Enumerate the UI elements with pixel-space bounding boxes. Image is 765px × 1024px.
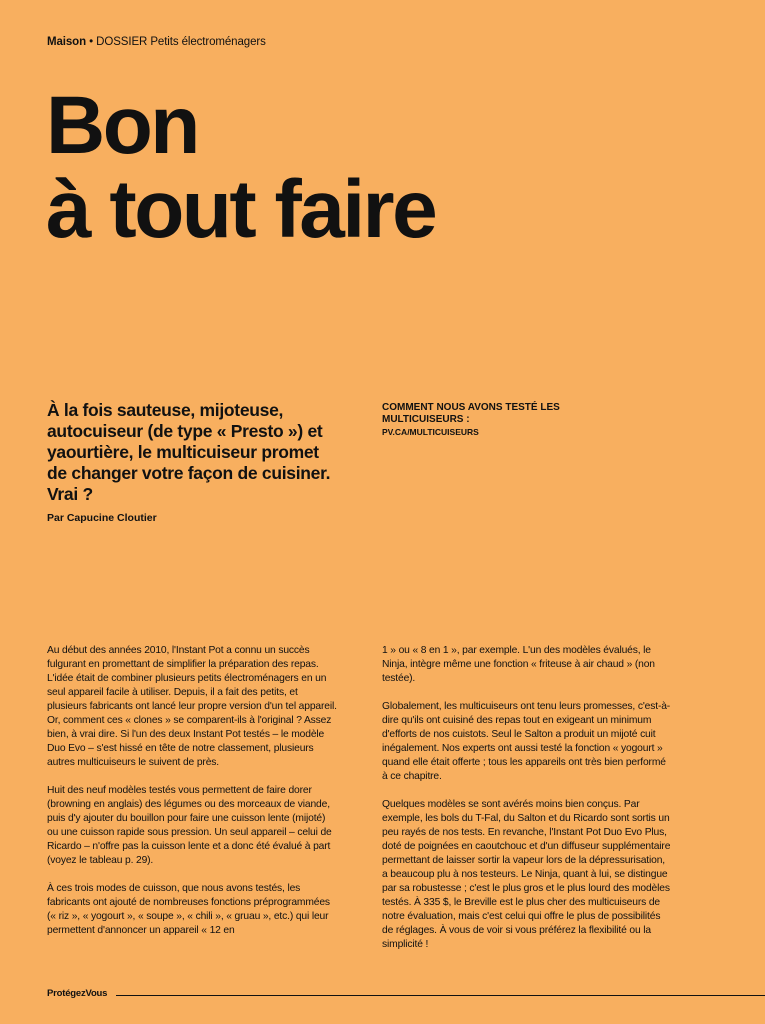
body-paragraph: À ces trois modes de cuisson, que nous avons testés, les fabricants ont ajouté de nombreuses fonctions préprogrammées (« riz », « yogourt », « soupe », « chili », « gruau », etc.) qui leur permettent d'annoncer un appareil « 12 en [47,883,330,936]
test-method-box [382,402,582,439]
body-paragraph: Au début des années 2010, l'Instant Pot a connu un succès fulgurant en promettant de simplifier la préparation des repas. L'idée était de combiner plusieurs petits électroménagers en un seul appareil facile à utiliser. Depuis, il a fait des petits, et plusieurs fabricants ont lancé leur propre version d'un tel appareil. Or, comment ces « clones » se comparent-ils à l'original ? Assez bien, à vrai dire. Si l'un des deux Instant Pot testés – le modèle Duo Evo – s'est hissé en tête de notre classement, plusieurs autres multicuiseurs le suivent de près. [47,645,337,768]
section-label: Maison [47,36,87,48]
running-header [47,36,266,48]
test-method-heading: COMMENT NOUS AVONS TESTÉ LES MULTICUISEURS : [382,402,560,425]
article-deck: À la fois sauteuse, mijoteuse, autocuiseur (de type « Presto ») et yaourtière, le multicuiseur promet de changer votre façon de cuisiner. Vrai ? [47,400,331,504]
header-bullet: • [89,36,94,48]
body-paragraph: Quelques modèles se sont avérés moins bien conçus. Par exemple, les bols du T-Fal, du Salton et du Ricardo sont sortis un peu rayés de nos tests. En revanche, l'Instant Pot Duo Evo Plus, doté de poignées en caoutchouc et d'un diffuseur supplémentaire permettant de laisser sortir la vapeur lors de la dépressurisation, a beaucoup plu à nos testeurs. Le Ninja, quant à lui, se distingue par sa robustesse ; c'est le plus gros et le plus lourd des modèles testés. À 335 $, le Breville est le plus cher des multicuiseurs de notre évaluation, mais c'est celui qui offre le plus de possibilités de réglages. À vous de voir si vous préférez la flexibilité ou la simplicité ! [382,799,671,950]
body-paragraph: Globalement, les multicuiseurs ont tenu leurs promesses, c'est-à-dire qu'ils ont cuisiné des repas tout en exigeant un minimum d'efforts de nos cuistots. Seul le Salton a produit un mijoté cuit inégalement. Nos experts ont aussi testé la fonction « yogourt » quand elle était offerte ; tous les appareils ont très bien performé à ce chapitre. [382,701,671,782]
body-column-right [382,644,672,966]
title-line-2: à tout faire [46,164,436,255]
body-paragraph: 1 » ou « 8 en 1 », par exemple. L'un des modèles évalués, le Ninja, intègre même une fonction « friteuse à air chaud » (non testée). [382,645,655,684]
footer-rule [116,995,765,996]
footer-brand: ProtégezVous [47,988,108,999]
article-title [46,80,436,255]
body-paragraph: Huit des neuf modèles testés vous permettent de faire dorer (browning en anglais) des légumes ou des morceaux de viande, puis d'y ajouter du bouillon pour faire une cuisson lente (mijoté) ou une cuisson rapide sous pression. Un seul appareil – celui de Ricardo – n'offre pas la cuisson lente et a donc été évalué à part (voyez le tableau p. 29). [47,785,332,866]
dossier-label: DOSSIER Petits électroménagers [96,36,266,48]
body-column-left [47,644,337,952]
test-method-link[interactable]: PV.CA/MULTICUISEURS [382,427,479,437]
byline: Par Capucine Cloutier [47,512,157,524]
title-line-1: Bon [46,80,198,171]
